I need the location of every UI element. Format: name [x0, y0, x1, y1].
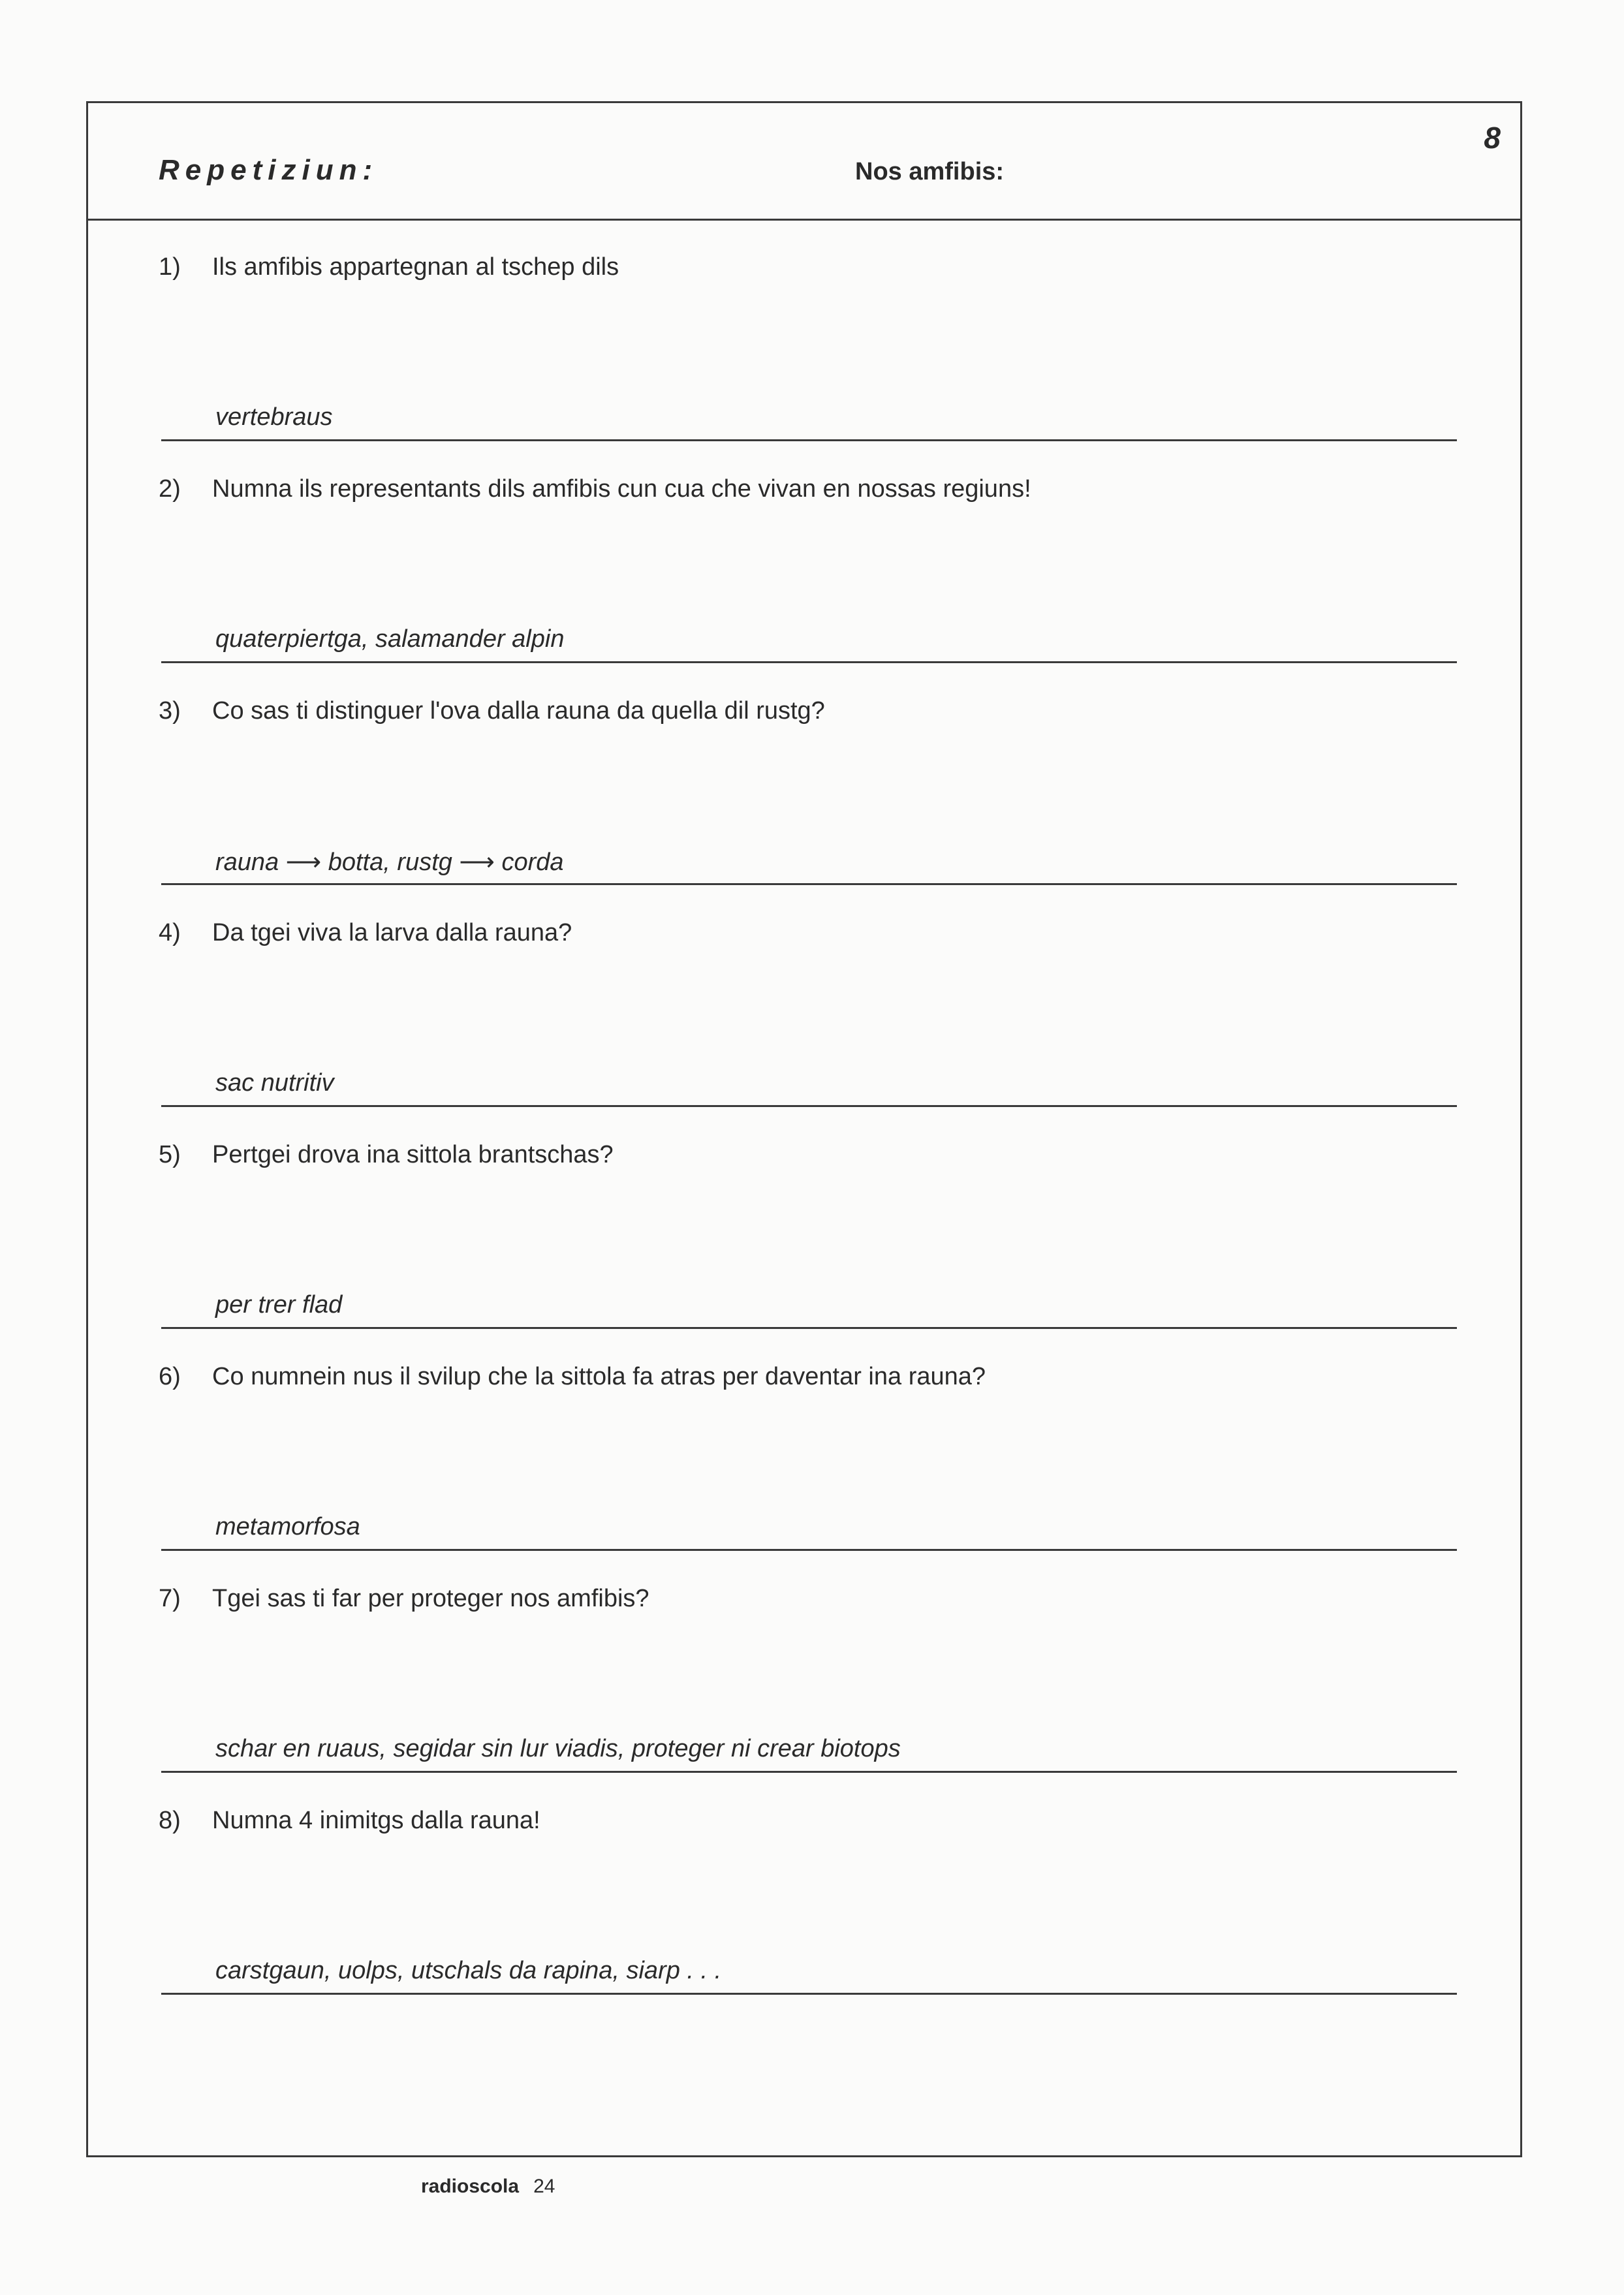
- answer-line: [161, 1993, 1457, 1995]
- question-item-6: [88, 1363, 1520, 1585]
- worksheet-title: Repetiziun:: [159, 154, 379, 186]
- question-text: Tgei sas ti far per proteger nos amfibis?: [212, 1585, 649, 1612]
- answer-text: carstgaun, uolps, utschals da rapina, siarp . . .: [215, 1957, 722, 1984]
- footer-brand: radioscola: [421, 2176, 520, 2197]
- question-item-5: [88, 1141, 1520, 1363]
- question-text: Pertgei drova ina sittola brantschas?: [212, 1141, 614, 1168]
- answer-line: [161, 1327, 1457, 1329]
- question-text: Co numnein nus il svilup che la sittola fa atras per daventar ina rauna?: [212, 1363, 986, 1390]
- answer-line: [161, 883, 1457, 885]
- answer-line: [161, 661, 1457, 663]
- question-number: 1): [159, 253, 181, 281]
- worksheet: [86, 101, 1522, 2157]
- worksheet-header: [88, 103, 1520, 221]
- question-item-1: [88, 253, 1520, 475]
- question-number: 4): [159, 919, 181, 946]
- question-number: 2): [159, 475, 181, 503]
- answer-line: [161, 439, 1457, 441]
- answer-text: vertebraus: [215, 403, 333, 431]
- answer-line: [161, 1549, 1457, 1551]
- question-number: 3): [159, 697, 181, 725]
- question-item-7: [88, 1585, 1520, 1807]
- answer-line: [161, 1771, 1457, 1773]
- question-item-2: [88, 475, 1520, 697]
- worksheet-page-number: 8: [1484, 121, 1501, 155]
- answer-text: rauna ⟶ botta, rustg ⟶ corda: [215, 849, 564, 876]
- page-footer: [421, 2176, 555, 2198]
- answer-text: quaterpiertga, salamander alpin: [215, 625, 565, 653]
- question-number: 7): [159, 1585, 181, 1612]
- answer-text: per trer flad: [215, 1291, 343, 1319]
- question-item-8: [88, 1807, 1520, 2029]
- question-item-4: [88, 919, 1520, 1141]
- question-number: 8): [159, 1807, 181, 1834]
- question-text: Da tgei viva la larva dalla rauna?: [212, 919, 572, 946]
- question-number: 6): [159, 1363, 181, 1390]
- question-text: Co sas ti distinguer l'ova dalla rauna da quella dil rustg?: [212, 697, 825, 725]
- answer-line: [161, 1105, 1457, 1107]
- question-number: 5): [159, 1141, 181, 1168]
- question-text: Ils amfibis appartegnan al tschep dils: [212, 253, 619, 281]
- answer-text: schar en ruaus, segidar sin lur viadis, proteger ni crear biotops: [215, 1735, 901, 1762]
- footer-page-number: 24: [533, 2176, 555, 2197]
- answer-text: sac nutritiv: [215, 1069, 334, 1097]
- question-item-3: [88, 697, 1520, 919]
- answer-text: metamorfosa: [215, 1513, 360, 1540]
- worksheet-topic: Nos amfibis:: [855, 158, 1005, 185]
- question-text: Numna ils representants dils amfibis cun cua che vivan en nossas regiuns!: [212, 475, 1031, 503]
- question-text: Numna 4 inimitgs dalla rauna!: [212, 1807, 540, 1834]
